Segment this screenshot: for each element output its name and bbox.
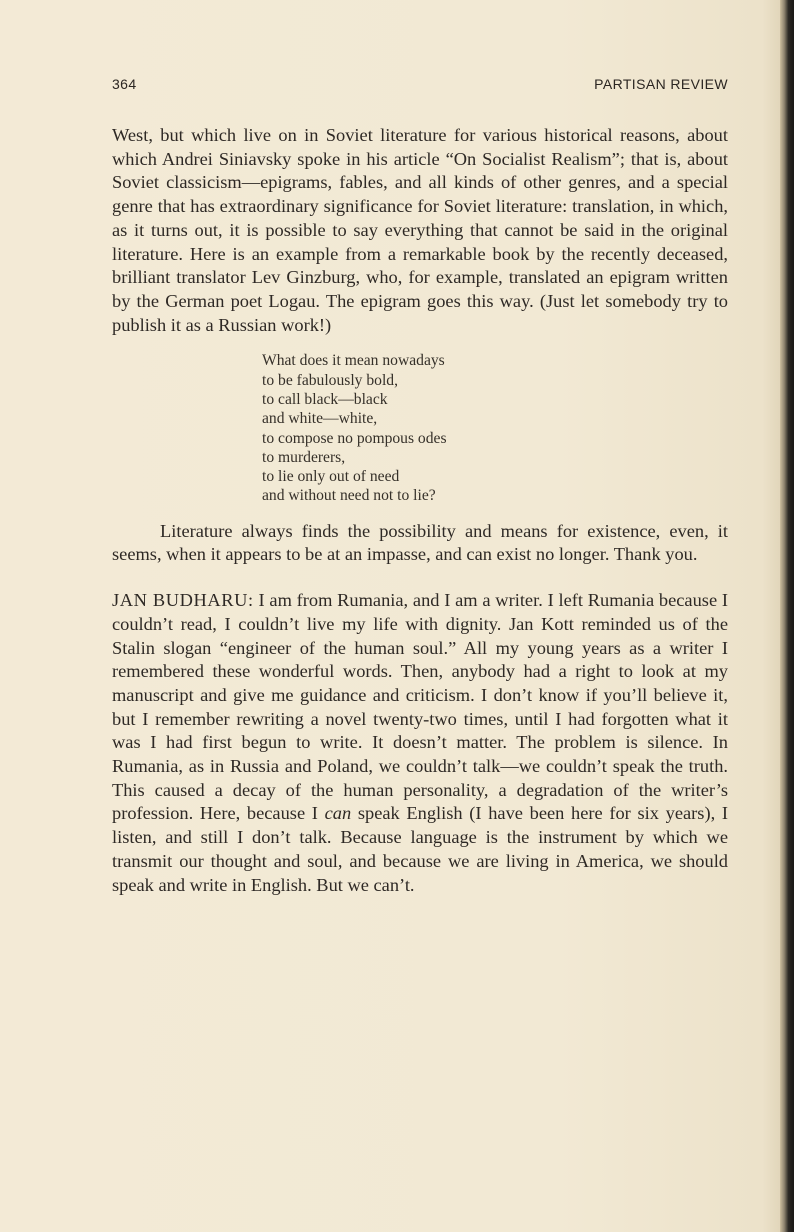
paragraph-continuation: West, but which live on in Soviet literature for various historical reasons, about which Andrei Siniavsky spoke in his article “On Socialist Realism”; that is, about Soviet classicism—epigrams, fables, and all kinds of other genres, and a special genre that has extraordinary significance for Soviet literature: translation, in which, as it turns out, it is possible to say everything that cannot be said in the original literature. Here is an example from a remarkable book by the recently deceased, brilliant translator Lev Ginzburg, who, for example, translated an epigram written by the German poet Logau. The epigram goes this way. (Just let somebody try to publish it as a Russian work!) (112, 125, 728, 335)
verse-line: to be fabulously bold, (262, 371, 398, 389)
verse-line: to compose no pompous odes (262, 429, 447, 447)
paragraph-budharu (112, 589, 728, 897)
speech-text-part-2: speak English (I have been here for six years), I listen, and still I don’t talk. Because language is the instrument by which we transmit our thought and soul, and because we are living in America, we should speak and write in English. But we can’t. (112, 803, 728, 895)
verse-line: to call black—black (262, 390, 388, 408)
verse-line: What does it mean nowadays (262, 352, 445, 370)
speech-text-part-1: I am from Rumania, and I am a writer. I left Rumania because I couldn’t read, I couldn’t live my life with dignity. Jan Kott reminded us of the Stalin slogan “engineer of the human soul.” All my young years as a writer I remembered these wonderful words. Then, anybody had a right to look at my manuscript and give me guidance and criticism. I don’t know if you’ll believe it, but I remember rewriting a novel twenty-two times, until I had forgotten what it was I had first begun to write. It doesn’t matter. The problem is silence. In Rumania, as in Russia and Poland, we couldn’t talk—we couldn’t speak the truth. This caused a decay of the human personality, a degradation of the writer’s profession. Here, because I (112, 590, 728, 824)
verse-line: to lie only out of need (262, 468, 400, 486)
page-header (112, 76, 728, 98)
page-number: 364 (112, 76, 137, 92)
running-head: PARTISAN REVIEW (594, 76, 728, 92)
paragraph-closing-remarks: Literature always finds the possibility and means for existence, even, it seems, when it appears to be at an impasse, and can exist no longer. Thank you. (112, 520, 728, 565)
book-spine-edge (780, 0, 794, 1232)
verse-line: and white—white, (262, 410, 378, 428)
verse-line: to murderers, (262, 448, 346, 466)
emphasized-word: can (324, 803, 352, 824)
epigram-verse (262, 351, 728, 505)
paragraph-gap (112, 567, 728, 589)
verse-line: and without need not to lie? (262, 487, 436, 505)
speaker-name: JAN BUDHARU: (112, 590, 254, 611)
page-body (112, 124, 728, 897)
